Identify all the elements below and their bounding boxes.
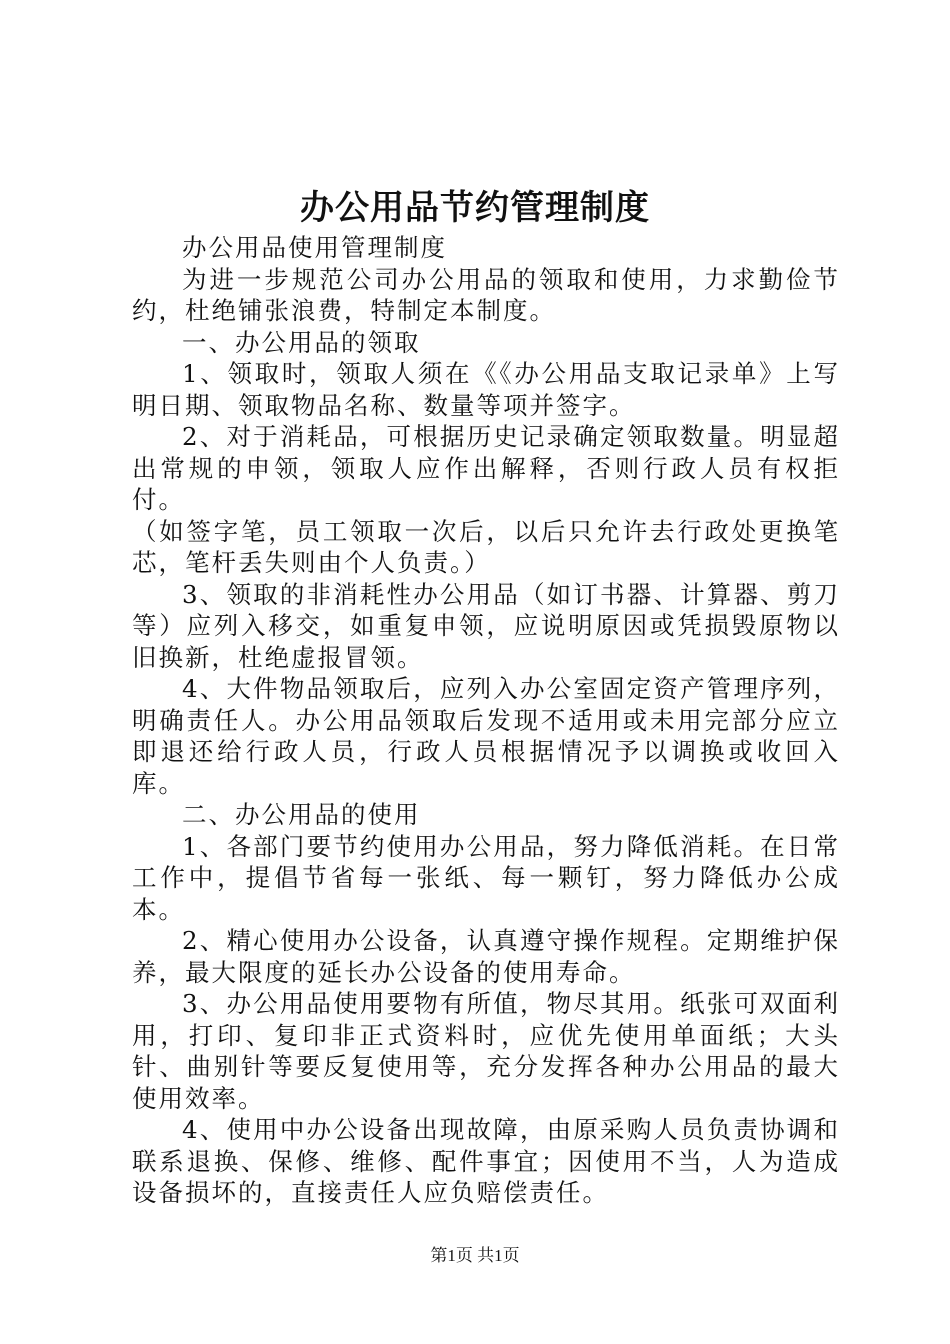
usage-rule-3: 3、办公用品使用要物有所值，物尽其用。纸张可双面利用，打印、复印非正式资料时，应优先使用单面纸；大头针、曲别针等要反复使用等，充分发挥各种办公用品的最大使用效率。 [132, 989, 840, 1113]
intro-paragraph: 为进一步规范公司办公用品的领取和使用，力求勤俭节约，杜绝铺张浪费，特制定本制度。 [132, 264, 840, 325]
collection-rule-2: 2、对于消耗品，可根据历史记录确定领取数量。明显超出常规的申领，领取人应作出解释，否则行政人员有权拒付。 [132, 422, 840, 514]
section-heading-usage: 二、办公用品的使用 [182, 800, 421, 829]
usage-rule-2: 2、精心使用办公设备，认真遵守操作规程。定期维护保养，最大限度的延长办公设备的使用寿命。 [132, 926, 840, 987]
page-number-footer: 第1页 共1页 [430, 1246, 520, 1265]
document-body [132, 232, 840, 1209]
section-heading-collection: 一、办公用品的领取 [182, 327, 421, 357]
collection-rule-1: 1、领取时，领取人须在《《办公用品支取记录单》上写明日期、领取物品名称、数量等项并签字。 [132, 359, 840, 420]
document-title: 办公用品节约管理制度 [300, 188, 650, 228]
collection-rule-4: 4、大件物品领取后，应列入办公室固定资产管理序列，明确责任人。办公用品领取后发现不适用或未用完部分应立即退还给行政人员，行政人员根据情况予以调换或收回入库。 [132, 674, 840, 798]
usage-rule-4: 4、使用中办公设备出现故障，由原采购人员负责协调和联系退换、保修、维修、配件事宜；因使用不当，人为造成设备损坏的，直接责任人应负赔偿责任。 [132, 1115, 840, 1207]
collection-rule-2-note: （如签字笔，员工领取一次后，以后只允许去行政处更换笔芯，笔杆丢失则由个人负责。） [132, 516, 840, 577]
usage-rule-1: 1、各部门要节约使用办公用品，努力降低消耗。在日常工作中，提倡节省每一张纸、每一颗钉，努力降低办公成本。 [132, 831, 840, 924]
subtitle-paragraph: 办公用品使用管理制度 [182, 233, 447, 262]
collection-rule-3: 3、领取的非消耗性办公用品（如订书器、计算器、剪刀等）应列入移交，如重复申领，应说明原因或凭损毁原物以旧换新，杜绝虚报冒领。 [132, 579, 840, 672]
